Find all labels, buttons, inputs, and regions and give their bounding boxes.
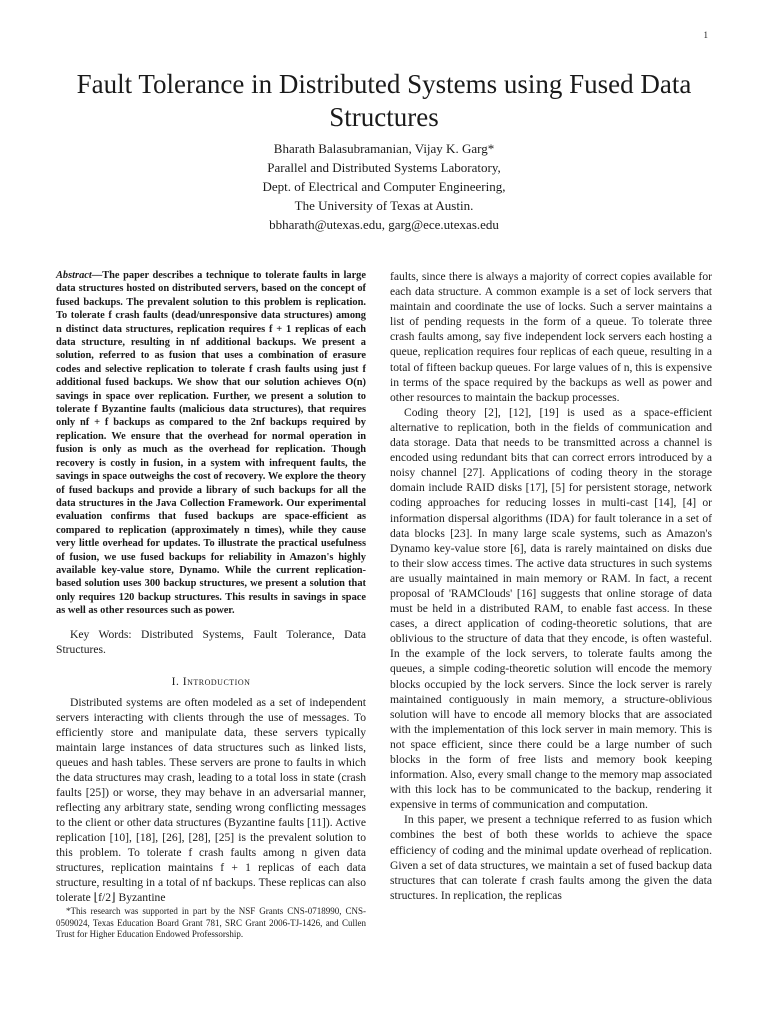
paper-title: Fault Tolerance in Distributed Systems using Fused Data Structures: [76, 69, 692, 132]
author-block: [134, 139, 634, 234]
body-paragraph: faults, since there is always a majority of correct copies available for each data structure. A common example is a set of lock servers that maintain and coordinate the use of locks. Such a server maintains a list of pending requests in the form of a queue. To tolerate three crash faults among, say five independent lock servers each hosting a queue, replication requires four replicas of each queue, resulting in a total of fifteen backup queues. For large values of n, this is expensive in terms of the space required by the backups as well as power and other resources to maintain the backup processes.: [390, 270, 712, 404]
author-lab: Parallel and Distributed Systems Laboratory,: [267, 160, 501, 175]
author-names: Bharath Balasubramanian, Vijay K. Garg*: [273, 141, 495, 156]
intro-paragraph: Distributed systems are often modeled as a set of independent servers interacting with clients through the use of messages. To efficiently store and manipulate data, these servers typically maintain large instances of data structures such as linked lists, queues and hash tables. These servers are prone to faults in which the data structures may crash, leading to a total loss in state (crash faults [25]) or worse, they may behave in an adversarial manner, reflecting any arbitrary state, sending wrong conflicting messages to the client or other data structures (Byzantine faults [11]). Active replication [10], [18], [26], [28], [25] is the prevalent solution to this problem. To tolerate f crash faults among n given data structures, replication maintains f + 1 replicas of each data structure, resulting in a total of nf backups. These replicas can also tolerate ⌊f/2⌋ Byzantine: [56, 695, 366, 905]
page-number: 1: [703, 30, 708, 40]
author-emails: bbharath@utexas.edu, garg@ece.utexas.edu: [269, 217, 499, 232]
keywords: Key Words: Distributed Systems, Fault Tolerance, Data Structures.: [56, 627, 366, 656]
left-column: [56, 269, 366, 905]
abstract-text: —The paper describes a technique to tolerate faults in large data structures hosted on distributed servers, based on the concept of fused backups. The prevalent solution to this problem is replication. To tolerate f crash faults (dead/unresponsive data structures) among n distinct data structures, replication requires f + 1 replicas of each data structure, resulting in nf additional backups. We present a solution, referred to as fusion that uses a combination of erasure codes and selective replication to tolerate f crash faults using just f additional fused backups. We show that our solution achieves O(n) savings in space over replication. Further, we present a solution to tolerate f Byzantine faults (malicious data structures), that requires only nf + f backups as compared to the 2nf backups required by replication. We ensure that the overhead for normal operation in fusion is only as much as the overhead for replication. Though recovery is costly in fusion, in a system with infrequent faults, the savings in space outweighs the cost of recovery. We explore the theory of fused backups and provide a library of such backups for all the data structures in the Java Collection Framework. Our experimental evaluation confirms that fused backups are space-efficient as compared to replication (approximately n times), while they cause very little overhead for updates. To illustrate the practical usefulness of fusion, we use fused backups for reliability in Amazon's highly available key-value store, Dynamo. While the current replication-based solution uses 300 backup structures, we present a solution that only requires 120 backup structures. This results in savings in space as well as other resources such as power.: [56, 270, 366, 617]
right-column: [390, 269, 712, 903]
section-heading: I. Introduction: [171, 674, 251, 688]
body-paragraph: Coding theory [2], [12], [19] is used as a space-efficient alternative to replication, both in the fields of communication and data storage. Data that needs to be transmitted across a channel is encoded using redundant bits that can correct errors introduced by a noisy channel [27]. Applications of coding theory in the storage domain include RAID disks [17], [5] for persistent storage, network coding approaches for reducing losses in multi-cast [14], [4] or information dispersal algorithms (IDA) for fault tolerance in a set of data blocks [23]. In many large scale systems, such as Amazon's Dynamo key-value store [6], data is rarely maintained on disks due to their slow access times. The active data structures in such systems are usually maintained in main memory or RAM. In fact, a recent proposal of 'RAMClouds' [16] suggests that online storage of data must be held in a distributed RAM, to enable fast access. In these cases, a direct application of coding-theoretic solutions, that are oblivious to the structure of data that they encode, is often wasteful. In the example of the lock servers, to tolerate faults among the queues, a simple coding-theoretic solution will encode the memory blocks occupied by the lock servers. Since the lock server is rarely maintained contiguously in main memory, a structure-oblivious solution will have to encode all memory blocks that are associated with the implementation of this lock server in main memory. This is not space efficient, since there could be a large number of such blocks in the form of free lists and memory book keeping information. Also, every small change to the memory map associated with this lock has to be communicated to the backup, rendering it expensive in terms of communication and computation.: [390, 405, 712, 812]
abstract-lead: Abstract: [56, 270, 92, 281]
body-paragraph: In this paper, we present a technique referred to as fusion which combines the best of both these worlds to achieve the space efficiency of coding and the minimal update overhead of replication. Given a set of data structures, we maintain a set of fused backup data structures that can tolerate f crash faults among the given the data structures. In replication, the replicas: [390, 813, 712, 902]
footnote: [56, 906, 366, 941]
author-university: The University of Texas at Austin.: [294, 198, 474, 213]
footnote-text: *This research was supported in part by the NSF Grants CNS-0718990, CNS-0509024, Texas Education Board Grant 781, SRC Grant 2006-TJ-1426, and Cullen Trust for Higher Education Endowed Professorship.: [56, 906, 366, 939]
abstract: [56, 269, 366, 618]
author-dept: Dept. of Electrical and Computer Engineering,: [262, 179, 506, 194]
